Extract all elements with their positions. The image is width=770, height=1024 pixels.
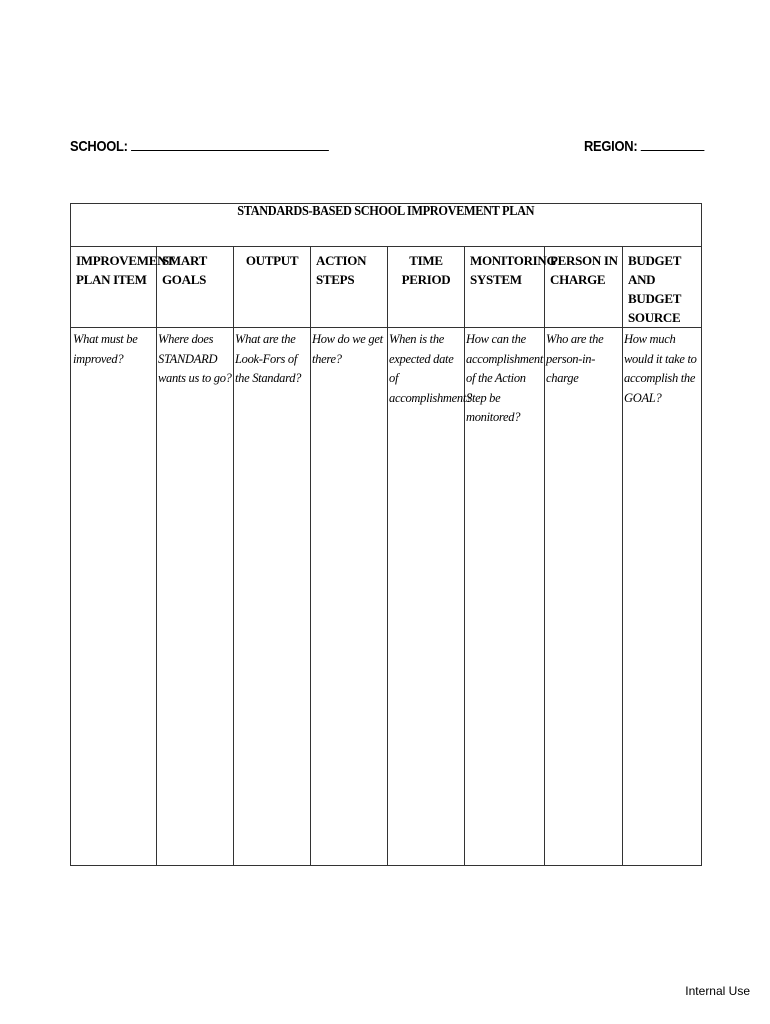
column-header-row <box>71 247 702 328</box>
cell-person-in-charge[interactable]: Who are the person-in-charge <box>545 328 623 866</box>
school-field[interactable] <box>70 138 329 155</box>
cell-monitoring-system[interactable]: How can the accomplishment of the Action Step be monitored? <box>465 328 545 866</box>
col-heading-smart-goals: SMART GOALS <box>157 247 234 328</box>
col-heading-improvement-plan-item: IMPROVEMENT PLAN ITEM <box>71 247 157 328</box>
col-heading-monitoring-system: MONITORING SYSTEM <box>465 247 545 328</box>
plan-title: STANDARDS-BASED SCHOOL IMPROVEMENT PLAN <box>71 204 702 247</box>
region-blank-line[interactable] <box>641 138 705 151</box>
cell-action-steps[interactable]: How do we get there? <box>311 328 388 866</box>
col-heading-person-in-charge: PERSON IN CHARGE <box>545 247 623 328</box>
cell-smart-goals[interactable]: Where does STANDARD wants us to go? <box>157 328 234 866</box>
improvement-plan-table <box>70 203 702 866</box>
footer-classification: Internal Use <box>685 984 750 998</box>
cell-budget-source[interactable]: How much would it take to accomplish the GOAL? <box>623 328 702 866</box>
col-heading-output: OUTPUT <box>234 247 311 328</box>
region-label: REGION: <box>584 138 638 155</box>
cell-output[interactable]: What are the Look-Fors of the Standard? <box>234 328 311 866</box>
cell-time-period[interactable]: When is the expected date of accomplishment? <box>388 328 465 866</box>
region-field[interactable] <box>584 138 704 155</box>
entry-row <box>71 328 702 866</box>
school-blank-line[interactable] <box>131 138 329 151</box>
col-heading-budget-source: BUDGET AND BUDGET SOURCE <box>623 247 702 328</box>
cell-improvement-plan-item[interactable]: What must be improved? <box>71 328 157 866</box>
col-heading-time-period: TIME PERIOD <box>388 247 465 328</box>
school-label: SCHOOL: <box>70 138 128 155</box>
col-heading-action-steps: ACTION STEPS <box>311 247 388 328</box>
